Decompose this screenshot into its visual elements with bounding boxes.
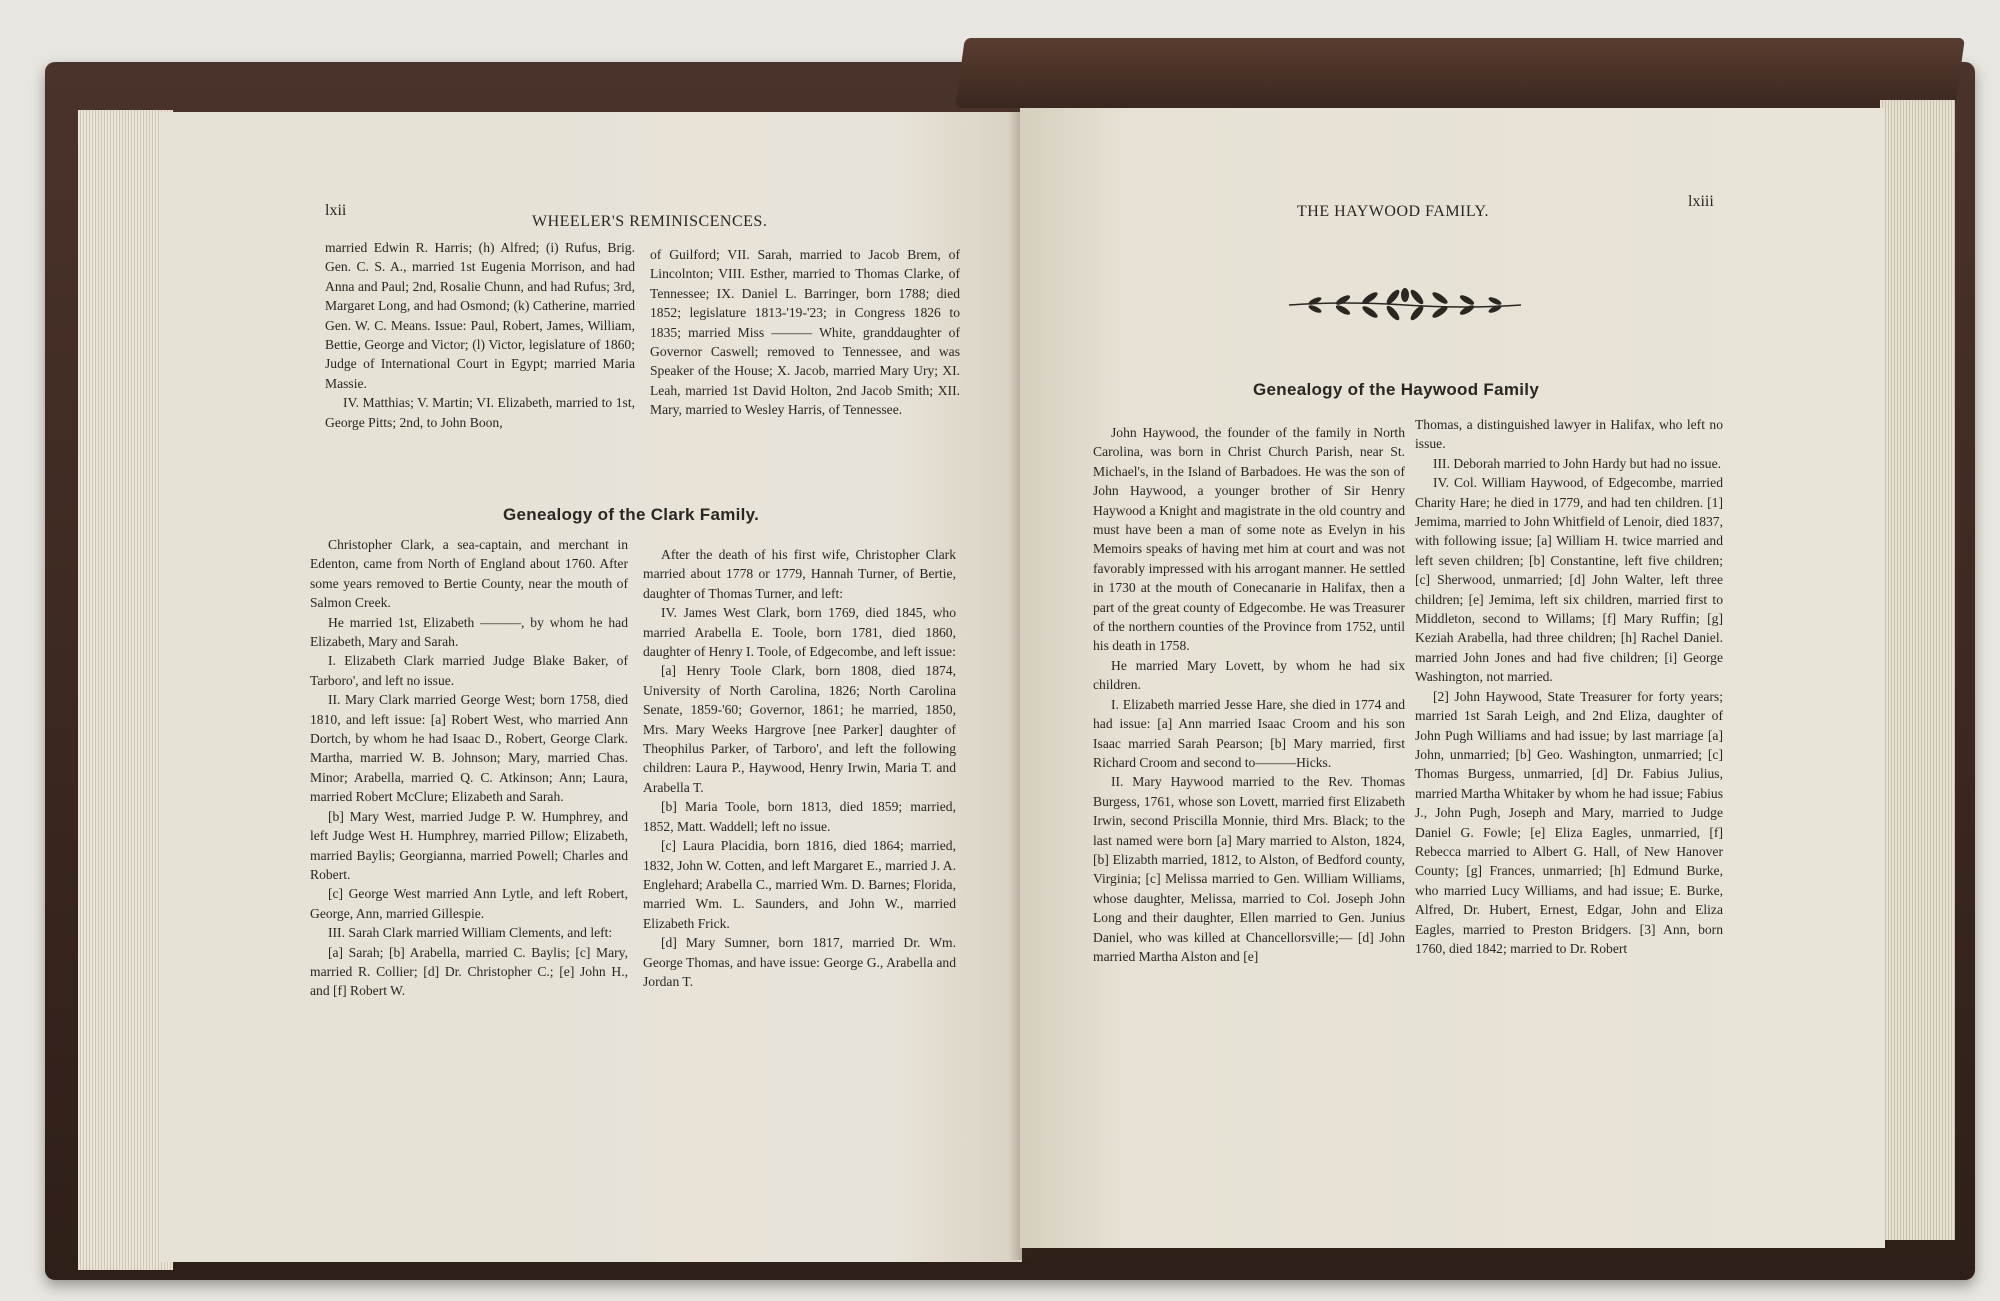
left-top-column-1 [325, 238, 635, 432]
paragraph: of Guilford; VII. Sarah, married to Jacob Brem, of Lincolnton; VIII. Esther, married to Thomas Clarke, of Tennessee; IX. Daniel L. Barringer, born 1788; died 1852; legislature 1813-'19-'23; in Congress 1826 to 1835; married Miss ——— White, granddaughter of Governor Caswell; removed to Tennessee, and was Speaker of the House; X. Jacob, married Mary Ury; XI. Leah, married 1st David Holton, 2nd Jacob Smith; XII. Mary, married to Wesley Harris, of Tennessee. [650, 247, 960, 418]
haywood-column-1 [1093, 423, 1405, 966]
paragraph: [b] Maria Toole, born 1813, died 1859; married, 1852, Matt. Waddell; left no issue. [643, 799, 956, 834]
clark-column-2 [643, 545, 956, 991]
paragraph: II. Mary Clark married George West; born 1758, died 1810, and left issue: [a] Robert West, who married Ann Dortch, by whom he had Isaac D., Robert, George Clark. Martha, married W. B. Johnson; Mary, married Chas. Minor; Arabella, married Q. C. Atkinson; Ann; Laura, married Robert McClure; Elizabeth and Sarah. [310, 692, 628, 805]
page-edges-left [78, 110, 173, 1270]
paragraph: I. Elizabeth Clark married Judge Blake Baker, of Tarboro', and left no issue. [310, 653, 628, 688]
paragraph: I. Elizabeth married Jesse Hare, she died in 1774 and had issue: [a] Ann married Isaac Croom and his son Isaac married Sarah Pearson; [b] Mary married, first Richard Croom and second to———Hicks. [1093, 696, 1405, 770]
paragraph: II. Mary Haywood married to the Rev. Thomas Burgess, 1761, whose son Lovett, married first Elizabeth Irwin, second Priscilla Monnie, third Mrs. Black; to the last named were born [a] Mary married to Alston, 1824, [b] Elizabth married, 1812, to Alston, of Bedford county, Virginia; [c] Melissa married to Gen. William Williams, whose daughter, Melissa, married to Col. Joseph John Long and their daughter, Ellen married to Gen. Junius Daniel, who was killed at Chancellorsville;— [d] John married Martha Alston and [e] [1093, 774, 1405, 964]
right-running-head: THE HAYWOOD FAMILY. [1297, 203, 1490, 220]
paragraph: [d] Mary Sumner, born 1817, married Dr. Wm. George Thomas, and have issue: George G., Arabella and Jordan T. [643, 935, 956, 989]
left-running-head: WHEELER'S REMINISCENCES. [532, 213, 768, 230]
left-folio: lxii [325, 202, 347, 219]
paragraph: [b] Mary West, married Judge P. W. Humphrey, and left Judge West H. Humphrey, married Pillow; Elizabeth, married Baylis; Georgianna, married Powell; Charles and Robert. [310, 808, 628, 882]
paragraph: IV. Matthias; V. Martin; VI. Elizabeth, married to 1st, George Pitts; 2nd, to John Boon, [325, 395, 635, 430]
paragraph: He married Mary Lovett, by whom he had six children. [1093, 657, 1405, 693]
paragraph: Thomas, a distinguished lawyer in Halifax, who left no issue. [1415, 417, 1723, 452]
paragraph: After the death of his first wife, Christopher Clark married about 1778 or 1779, Hannah Turner, of Bertie, daughter of Thomas Turner, and left: [643, 547, 956, 601]
book-spine [955, 38, 1965, 108]
leaf-vine-ornament-icon [1285, 288, 1525, 322]
paragraph: [a] Sarah; [b] Arabella, married C. Baylis; [c] Mary, married R. Collier; [d] Dr. Christopher C.; [e] John H., and [f] Robert W. [310, 944, 628, 999]
paragraph: [a] Henry Toole Clark, born 1808, died 1874, University of North Carolina, 1826; North Carolina Senate, 1859-'60; Governor, 1861; he married, 1850, Mrs. Mary Weeks Hargrove [nee Parker] daughter of Theophilus Parker, of Tarboro', and left the following children: Laura P., Haywood, Henry Irwin, Maria T. and Arabella T. [643, 663, 956, 795]
paragraph: John Haywood, the founder of the family in North Carolina, was born in Christ Church Parish, near St. Michael's, in the Island of Barbadoes. He was the son of John Haywood, a younger brother of Sir Henry Haywood a Knight and magistrate in the old country and must have been a man of some note as Evelyn in his Memoirs speaks of having met him at court and was not favorably impressed with his arrogant manner. He settled in 1730 at the mouth of Conecanarie in Halifax, then a part of the great county of Edgecombe. He was Treasurer of the northern counties of the Province from 1752, until his death in 1758. [1093, 425, 1405, 654]
paragraph: III. Deborah married to John Hardy but had no issue. [1433, 455, 1722, 471]
paragraph: Christopher Clark, a sea-captain, and merchant in Edenton, came from North of England about 1760. After some years removed to Bertie County, near the mouth of Salmon Creek. [310, 537, 628, 611]
paragraph: He married 1st, Elizabeth ———, by whom he had Elizabeth, Mary and Sarah. [310, 614, 628, 650]
paragraph: [c] George West married Ann Lytle, and left Robert, George, Ann, married Gillespie. [310, 886, 628, 921]
paragraph: married Edwin R. Harris; (h) Alfred; (i) Rufus, Brig. Gen. C. S. A., married 1st Eugenia Morrison, and had Anna and Paul; 2nd, Rosalie Chunn, and had Rufus; 3rd, Margaret Long, and had Osmond; (k) Catherine, married Gen. W. C. Means. Issue: Paul, Robert, James, William, Bettie, George and Victor; (l) Victor, legislature of 1860; Judge of International Court in Egypt; married Maria Massie. [325, 240, 635, 391]
paragraph: IV. James West Clark, born 1769, died 1845, who married Arabella E. Toole, born 1781, died 1860, daughter of Henry I. Toole, of Edgecombe, and left issue: [643, 605, 956, 660]
page-edges-right [1880, 100, 1955, 1240]
right-folio: lxiii [1688, 193, 1714, 210]
left-top-column-2 [650, 245, 960, 420]
paragraph: IV. Col. William Haywood, of Edgecombe, married Charity Hare; he died in 1779, and had ten children. [1] Jemima, married to John Whitfield of Lenoir, died 1837, with following issue; [a] William H. twice married and left seven children; [b] Constantine, left five children; [c] Sherwood, unmarried; [d] John Walter, left three children; [e] Jemima, left six children, married first to Middleton, second to Willams; [f] Mary Ruffin; [g] Keziah Arabella, had three children; [h] Rachel Daniel. married John Jones and had five children; [i] George Washington, not married. [1415, 475, 1723, 685]
haywood-section-title: Genealogy of the Haywood Family [1253, 380, 1540, 399]
paragraph: [c] Laura Placidia, born 1816, died 1864; married, 1832, John W. Cotten, and left Margaret E., married J. A. Englehard; Arabella C., married Wm. D. Barnes; Florida, married Wm. L. Saunders, and John W., married Elizabeth Frick. [643, 838, 956, 931]
paragraph: [2] John Haywood, State Treasurer for forty years; married 1st Sarah Leigh, and 2nd Eliza, daughter of John Pugh Williams and had issue; by last marriage [a] John, unmarried; [b] Geo. Washington, unmarried; [c] Thomas Burgess, unmarried, [d] Dr. Fabius Julius, married Martha Whitaker by whom he had issue; Fabius J., John Pugh, Joseph and Mary, married to Judge Daniel G. Fowle; [e] Eliza Eagles, unmarried, [f] Rebecca married to Albert G. Hall, of New Hanover County; [g] Frances, unmarried; [h] Edmund Burke, who married Lucy Williams, and had issue; E. Burke, Alfred, Dr. Hubert, Ernest, Edgar, John and Eliza Eagles, married to Preston Bridgers. [3] Ann, born 1760, died 1842; married to Dr. Robert [1415, 688, 1723, 956]
clark-column-1 [310, 535, 628, 1001]
paragraph: III. Sarah Clark married William Clements, and left: [328, 925, 613, 941]
clark-section-title: Genealogy of the Clark Family. [503, 505, 760, 524]
haywood-column-2 [1415, 415, 1723, 958]
